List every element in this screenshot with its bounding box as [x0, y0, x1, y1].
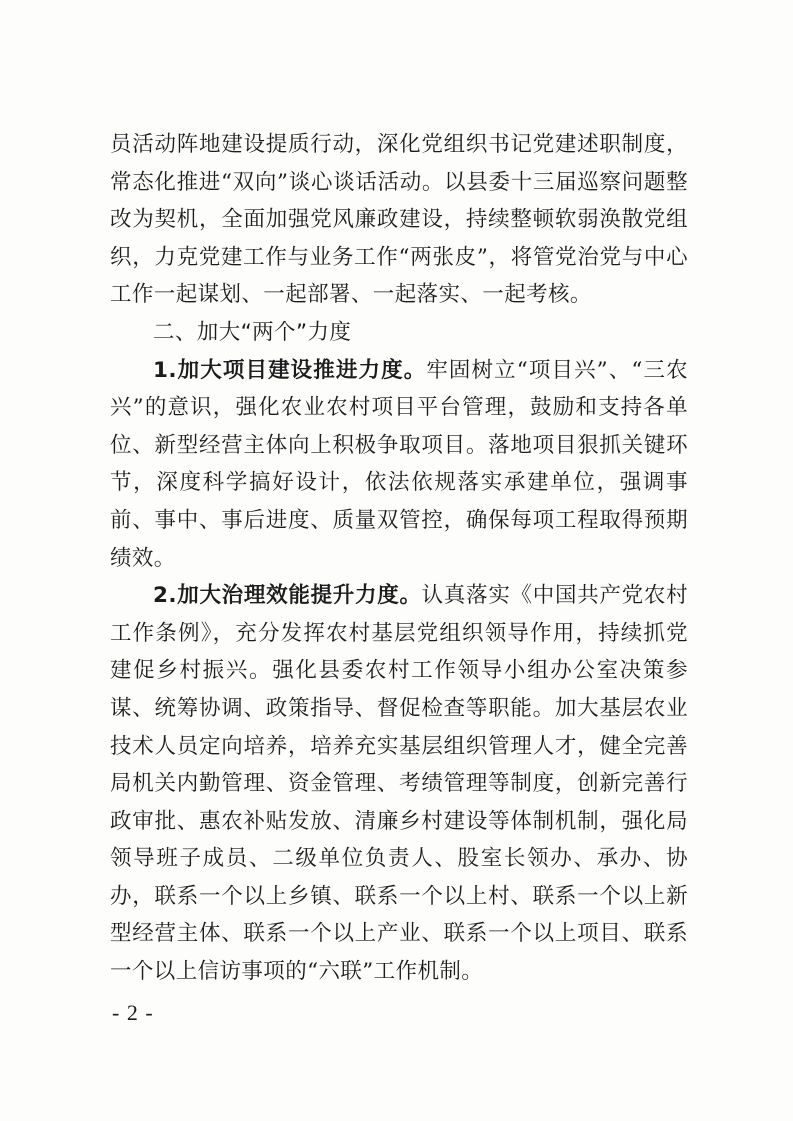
- item-2-body: 认真落实《中国共产党农村工作条例》，充分发挥农村基层党组织领导作用，持续抓党建促乡村振兴。强化县委农村工作领导小组办公室决策参谋、统筹协调、政策指导、督促检查等职能。加大基层农业技术人员定向培养，培养充实基层组织管理人才，健全完善局机关内勤管理、资金管理、考绩管理等制度，创新完善行政审批、惠农补贴发放、清廉乡村建设等体制机制，强化局领导班子成员、二级单位负责人、股室长领办、承办、协办，联系一个以上乡镇、联系一个以上村、联系一个以上新型经营主体、联系一个以上产业、联系一个以上项目、联系一个以上信访事项的“六联”工作机制。: [110, 583, 688, 985]
- page-number: - 2 -: [112, 1000, 154, 1025]
- item-1-body: 牢固树立“项目兴”、“三农兴”的意识，强化农业农村项目平台管理，鼓励和支持各单位、新型经营主体向上积极争取项目。落地项目狠抓关键环节，深度科学搞好设计，依法依规落实承建单位，强调事前、事中、事后进度、质量双管控，确保每项工程取得预期绩效。: [110, 357, 688, 571]
- item-2-lead: 2.加大治理效能提升力度。: [153, 583, 422, 609]
- item-1-lead: 1.加大项目建设推进力度。: [153, 357, 427, 383]
- item-paragraph-2: [110, 577, 688, 991]
- item-paragraph-1: [110, 352, 688, 578]
- body-text: [110, 126, 688, 991]
- section-heading: 二、加大“两个”力度: [153, 319, 352, 345]
- intro-paragraph: 员活动阵地建设提质行动，深化党组织书记党建述职制度，常态化推进“双向”谈心谈话活动。以县委十三届巡察问题整改为契机，全面加强党风廉政建设，持续整顿软弱涣散党组织，力克党建工作与业务工作“两张皮”，将管党治党与中心工作一起谋划、一起部署、一起落实、一起考核。: [110, 132, 688, 308]
